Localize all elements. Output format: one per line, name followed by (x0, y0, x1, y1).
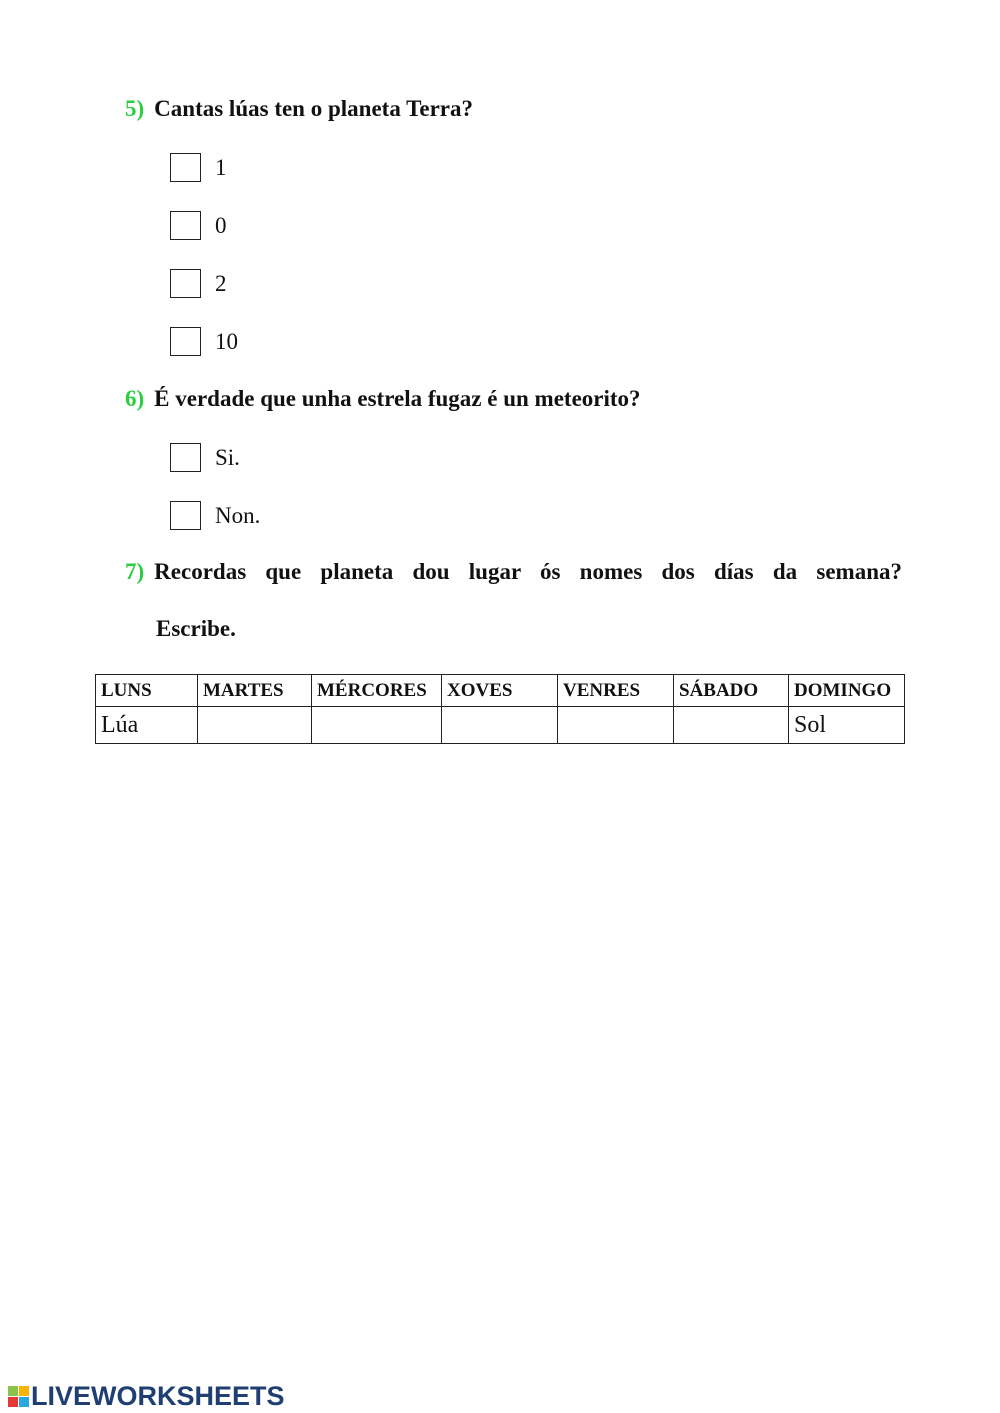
checkbox[interactable] (170, 153, 201, 182)
header-cell: MÉRCORES (312, 675, 442, 707)
header-cell: XOVES (442, 675, 558, 707)
question-6 (125, 386, 641, 412)
question-number: 7) (125, 559, 145, 584)
question-5 (125, 96, 473, 122)
days-table (95, 674, 905, 744)
option[interactable] (170, 211, 227, 240)
header-cell: VENRES (558, 675, 674, 707)
answer-cell[interactable] (312, 707, 442, 744)
option[interactable] (170, 327, 238, 356)
option-label: 0 (215, 212, 227, 238)
answer-cell[interactable] (558, 707, 674, 744)
option[interactable] (170, 501, 260, 530)
header-cell: SÁBADO (674, 675, 789, 707)
table-header-row (96, 675, 905, 707)
option[interactable] (170, 443, 240, 472)
question-text: Cantas lúas ten o planeta Terra? (154, 96, 474, 121)
answer-cell[interactable] (198, 707, 312, 744)
question-instruction: Escribe. (156, 616, 236, 641)
question-number: 5) (125, 96, 145, 121)
option-label: 1 (215, 154, 227, 180)
checkbox[interactable] (170, 327, 201, 356)
liveworksheets-logo (8, 1381, 285, 1412)
option[interactable] (170, 269, 227, 298)
question-text: É verdade que unha estrela fugaz é un meteorito? (154, 386, 641, 411)
answer-cell[interactable] (442, 707, 558, 744)
answer-cell[interactable] (674, 707, 789, 744)
question-7 (125, 559, 902, 642)
checkbox[interactable] (170, 269, 201, 298)
question-number: 6) (125, 386, 145, 411)
table-row (96, 707, 905, 744)
option-label: Non. (215, 502, 261, 528)
option[interactable] (170, 153, 227, 182)
header-cell: DOMINGO (789, 675, 905, 707)
checkbox[interactable] (170, 211, 201, 240)
logo-text: LIVEWORKSHEETS (31, 1381, 285, 1411)
header-cell: LUNS (96, 675, 198, 707)
answer-cell[interactable]: Lúa (96, 707, 198, 744)
answer-cell[interactable]: Sol (789, 707, 905, 744)
checkbox[interactable] (170, 501, 201, 530)
question-text: Recordas que planeta dou lugar ós nomes dos días da semana? (154, 559, 902, 584)
logo-cube-icon (8, 1386, 29, 1407)
checkbox[interactable] (170, 443, 201, 472)
option-label: 10 (215, 328, 238, 354)
option-label: 2 (215, 270, 227, 296)
option-label: Si. (215, 444, 240, 470)
header-cell: MARTES (198, 675, 312, 707)
